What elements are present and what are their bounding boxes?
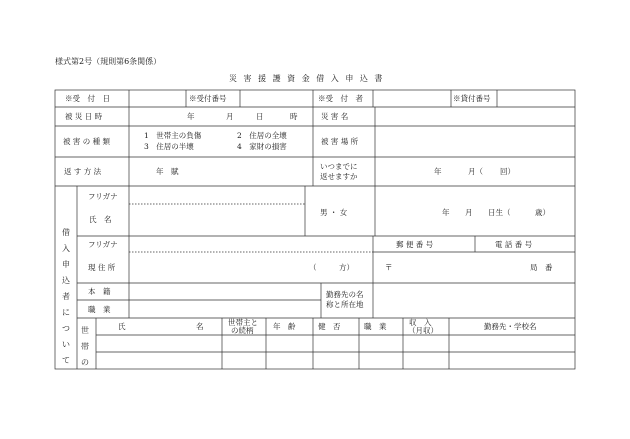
exchange-label: 局 番 <box>530 263 553 272</box>
applicant-side-label: 借入申込者について <box>62 228 70 365</box>
col-income-1: 収 入 <box>409 318 432 327</box>
receiver-label: ※受 付 者 <box>318 94 363 103</box>
damage-option-1: 1 世帯主の負傷 <box>144 131 202 140</box>
disaster-name-label: 災 害 名 <box>321 112 349 121</box>
disaster-month: 月 <box>226 112 234 121</box>
receipt-number-label: ※受付番号 <box>189 94 227 103</box>
damage-location-label: 被 害 場 所 <box>321 137 359 146</box>
address-label: 現 住 所 <box>88 263 116 272</box>
domicile-label: 本 籍 <box>88 287 111 296</box>
birth-age: 歳） <box>535 208 550 217</box>
form-number: 様式第2号（規則第6条関係） <box>55 57 162 66</box>
repay-year: 年 <box>434 167 442 176</box>
repay-by-label-1: いつまでに <box>320 162 358 171</box>
installment-label: 年 賦 <box>156 167 179 176</box>
col-health: 健 否 <box>318 322 341 331</box>
damage-option-4: 4 家財の損害 <box>237 142 287 151</box>
disaster-year: 年 <box>187 112 195 121</box>
col-name-2: 名 <box>196 322 204 331</box>
birth-month: 月 <box>465 208 473 217</box>
gender-options: 男 ・ 女 <box>320 208 348 217</box>
col-income-2: （月収） <box>408 326 438 335</box>
address-suffix: （ 方） <box>309 263 354 272</box>
repay-times: 回） <box>500 167 515 176</box>
col-relation-1: 世帯主と <box>228 318 258 327</box>
damage-type-label: 被 害 の 種 類 <box>63 137 111 146</box>
repay-month: 月（ <box>468 167 483 176</box>
damage-option-3: 3 住居の半壊 <box>144 142 194 151</box>
disaster-date-label: 被 災 日 時 <box>65 112 103 121</box>
col-workplace: 勤務先・学校名 <box>484 322 537 331</box>
damage-option-2: 2 住居の全壊 <box>237 131 287 140</box>
workplace-label-1: 勤務先の名 <box>326 290 364 299</box>
phone-number-label: 電 話 番 号 <box>495 240 533 249</box>
repay-by-label-2: 返せますか <box>320 172 358 181</box>
postal-code-label: 郵 便 番 号 <box>396 240 434 249</box>
col-job: 職 業 <box>364 322 387 331</box>
birth-day: 日生（ <box>488 208 511 217</box>
loan-number-label: ※貸付番号 <box>453 94 491 103</box>
repayment-label: 返 す 方 法 <box>64 167 102 176</box>
col-name-1: 氏 <box>118 322 126 331</box>
furigana-label: フリガナ <box>88 192 118 201</box>
workplace-label-2: 称と所在地 <box>326 300 364 309</box>
occupation-label: 職 業 <box>88 305 111 314</box>
receipt-date-label: ※受 付 日 <box>65 94 110 103</box>
name-label: 氏 名 <box>89 215 112 224</box>
disaster-hour: 時 <box>290 112 298 121</box>
household-side-label: 世帯の <box>81 326 89 367</box>
postal-mark: 〒 <box>385 263 393 272</box>
birth-year: 年 <box>442 208 450 217</box>
col-relation-2: の続柄 <box>231 326 254 335</box>
furigana-address-label: フリガナ <box>88 240 118 249</box>
form-title: 災 害 援 護 資 金 借 入 申 込 書 <box>229 74 385 83</box>
disaster-day: 日 <box>256 112 264 121</box>
col-age: 年 齢 <box>273 322 296 331</box>
